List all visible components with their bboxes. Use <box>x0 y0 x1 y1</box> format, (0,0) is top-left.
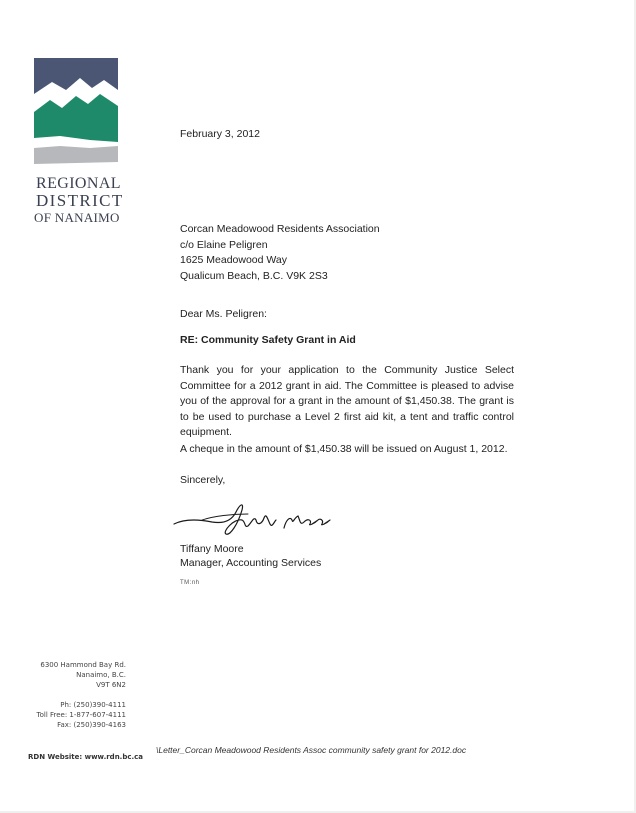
org-name-line-3: OF NANAIMO <box>34 210 120 225</box>
website-link[interactable]: RDN Website: www.rdn.bc.ca <box>28 753 144 761</box>
signer-title: Manager, Accounting Services <box>180 557 322 569</box>
signer-block <box>180 542 321 570</box>
closing: Sincerely, <box>180 474 226 486</box>
phone-line: Toll Free: 1-877-607-4111 <box>36 711 126 719</box>
org-name-line-2: DISTRICT <box>36 191 124 210</box>
address-line: V9T 6N2 <box>96 681 126 689</box>
signer-name: Tiffany Moore <box>180 543 244 555</box>
cheque-paragraph: A cheque in the amount of $1,450.38 will be issued on August 1, 2012. <box>180 443 508 455</box>
subject-line: RE: Community Safety Grant in Aid <box>180 334 356 346</box>
rdn-logo <box>30 50 126 168</box>
address-line: Nanaimo, B.C. <box>76 671 126 679</box>
org-name-line-1: REGIONAL <box>36 175 121 192</box>
letter-date: February 3, 2012 <box>180 128 260 140</box>
recipient-line: c/o Elaine Peligren <box>180 238 268 251</box>
recipient-line: Qualicum Beach, B.C. V9K 2S3 <box>180 269 328 282</box>
body-paragraph: Thank you for your application to the Community Justice Select Committee for a 2012 grant in aid. The Committee is pleased to advise you of the approval for a grant in the amount of $1,450.38. The grant is to be used to purchase a Level 2 first aid kit, a tent and traffic control equipment. <box>180 364 514 439</box>
recipient-line: Corcan Meadowood Residents Association <box>180 223 380 235</box>
address-line: 6300 Hammond Bay Rd. <box>40 661 126 669</box>
spacer <box>14 690 126 700</box>
recipient-address <box>180 222 380 284</box>
salutation: Dear Ms. Peligren: <box>180 308 267 320</box>
recipient-line: 1625 Meadowood Way <box>180 254 288 266</box>
organization-name <box>36 175 136 226</box>
file-path: \Letter_Corcan Meadowood Residents Assoc community safety grant for 2012.doc <box>156 745 467 755</box>
fax-line: Fax: (250)390-4163 <box>57 721 126 729</box>
typist-initials: TM:nh <box>180 580 200 586</box>
phone-line: Ph: (250)390-4111 <box>60 701 126 709</box>
contact-block <box>14 660 126 730</box>
handwritten-signature <box>172 498 342 540</box>
